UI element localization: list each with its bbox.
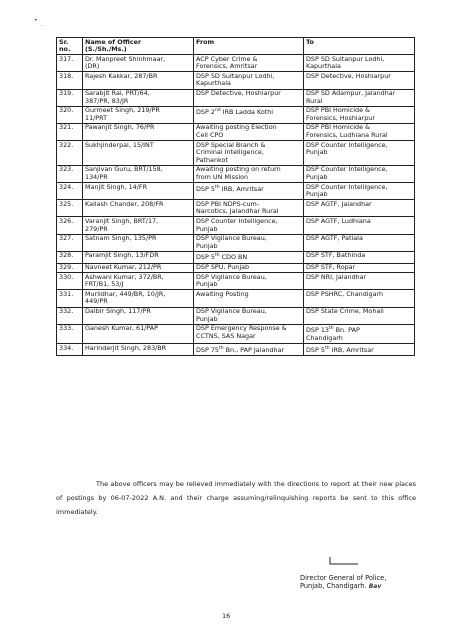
cell-line-rest: Bn., PAP Jalandhar bbox=[223, 345, 285, 354]
cell-line: DSP Special Branch & bbox=[196, 140, 266, 149]
table-row bbox=[57, 183, 415, 200]
cell-line: DSP 5 bbox=[196, 253, 215, 262]
cell-line: Sanjivan Guru, BRT/158, bbox=[85, 165, 163, 174]
cell-line: 449/PR bbox=[85, 297, 108, 306]
officer-name-cell bbox=[83, 106, 194, 123]
cell-line: Punjab bbox=[306, 148, 328, 157]
table-row bbox=[57, 263, 415, 273]
table-row bbox=[57, 290, 415, 307]
cell-line-rest: IRB, Amritsar bbox=[329, 345, 374, 354]
cell-line: Manjit Singh, 14/FR bbox=[85, 182, 148, 191]
cell-line: Punjab bbox=[306, 173, 328, 181]
to-posting-cell bbox=[304, 290, 415, 307]
cell-line: DSP Counter Intelligence, bbox=[306, 182, 388, 191]
cell-line: DSP 2 bbox=[196, 108, 215, 117]
scan-speck: · bbox=[41, 23, 43, 30]
header-officer-name: Name of Officer (S./Sh./Ms.) bbox=[83, 38, 194, 55]
ordinal-suffix: th bbox=[329, 326, 334, 332]
table-row bbox=[57, 141, 415, 166]
cell-line: Forensics, Ludhiana Rural bbox=[306, 131, 388, 140]
sr-no-cell: 326. bbox=[57, 217, 83, 234]
to-posting-cell bbox=[304, 324, 415, 343]
to-posting-cell bbox=[304, 344, 415, 356]
from-posting-cell bbox=[194, 324, 304, 343]
cell-line: DSP PSHRC, Chandigarh bbox=[306, 289, 384, 298]
cell-line: (DR) bbox=[85, 62, 100, 71]
cell-line: DSP 75 bbox=[196, 345, 219, 354]
cell-line: DSP SD Sultanpur Lodhi, bbox=[306, 54, 385, 63]
from-posting-cell bbox=[194, 251, 304, 263]
officer-name-cell bbox=[83, 55, 194, 72]
cell-line: Rural bbox=[306, 96, 323, 105]
to-posting-cell bbox=[304, 251, 415, 263]
from-posting-cell bbox=[194, 89, 304, 106]
cell-line: Satnam Singh, 135/PR bbox=[85, 234, 157, 243]
from-posting-cell bbox=[194, 106, 304, 123]
sr-no-cell: 321. bbox=[57, 123, 83, 140]
cell-line-rest: CDO BN bbox=[219, 253, 248, 262]
cell-line: DSP 5 bbox=[306, 345, 325, 354]
cell-line: DSP STF, Ropar bbox=[306, 263, 356, 272]
to-posting-cell bbox=[304, 89, 415, 106]
from-posting-cell bbox=[194, 344, 304, 356]
from-posting-cell bbox=[194, 183, 304, 200]
cell-line: DSP STF, Bathinda bbox=[306, 251, 366, 260]
sr-no-cell: 323. bbox=[57, 165, 83, 182]
cell-line: DSP PBI Homicide & bbox=[306, 123, 371, 132]
sr-no-cell: 329. bbox=[57, 263, 83, 273]
cell-line: from UN Mission bbox=[196, 173, 249, 181]
from-posting-cell bbox=[194, 141, 304, 166]
to-posting-cell bbox=[304, 217, 415, 234]
table-row bbox=[57, 251, 415, 263]
to-posting-cell bbox=[304, 72, 415, 89]
from-posting-cell bbox=[194, 55, 304, 72]
cell-line: Awaiting posting on return bbox=[196, 165, 281, 174]
cell-line: 11/PRT bbox=[85, 113, 108, 122]
to-posting-cell bbox=[304, 165, 415, 182]
officer-name-cell bbox=[83, 89, 194, 106]
cell-line: DSP AGTF, Patiala bbox=[306, 234, 363, 243]
sr-no-cell: 330. bbox=[57, 273, 83, 290]
sr-no-cell: 320. bbox=[57, 106, 83, 123]
cell-line: Harinderjit Singh, 283/BR bbox=[85, 343, 167, 352]
officer-name-cell bbox=[83, 72, 194, 89]
cell-line-rest: IRB Ladda Kothi bbox=[220, 108, 274, 117]
cell-line: CCTNS, SAS Nagar bbox=[196, 331, 256, 340]
cell-line: 279/PR bbox=[85, 224, 108, 233]
ordinal-suffix: th bbox=[214, 253, 220, 259]
sr-no-cell: 333. bbox=[57, 324, 83, 343]
cell-line: DSP Vigilance Bureau, bbox=[196, 272, 267, 281]
from-posting-cell bbox=[194, 263, 304, 273]
cell-line: Navneet Kumar, 212/PR bbox=[85, 263, 162, 272]
officer-name-cell bbox=[83, 307, 194, 324]
from-posting-cell bbox=[194, 165, 304, 182]
sr-no-cell: 318. bbox=[57, 72, 83, 89]
from-posting-cell bbox=[194, 234, 304, 251]
cell-line: ACP Cyber Crime & bbox=[196, 54, 258, 63]
sr-no-cell: 319. bbox=[57, 89, 83, 106]
sr-no-cell: 331. bbox=[57, 290, 83, 307]
cell-line: Punjab bbox=[196, 224, 218, 233]
table-row bbox=[57, 106, 415, 123]
cell-line: Pathankot bbox=[196, 155, 228, 164]
header-sr-no: Sr. no. bbox=[57, 38, 83, 55]
cell-line: Punjab bbox=[306, 190, 328, 199]
cell-line: 134/PR bbox=[85, 173, 108, 181]
table-row bbox=[57, 165, 415, 182]
ordinal-suffix: th bbox=[324, 345, 330, 351]
officer-name-cell bbox=[83, 251, 194, 263]
cell-line: DSP PBI NDPS-cum- bbox=[196, 199, 260, 208]
cell-line: DSP PBI Homicide & bbox=[306, 106, 371, 115]
officer-name-cell bbox=[83, 234, 194, 251]
sr-no-cell: 324. bbox=[57, 183, 83, 200]
to-posting-cell bbox=[304, 200, 415, 217]
cell-line: FRT/B1, 53/J bbox=[85, 280, 124, 289]
table-row bbox=[57, 344, 415, 356]
officer-name-cell bbox=[83, 183, 194, 200]
cell-line: Kapurthala bbox=[196, 79, 231, 88]
cell-line: Forensics, Amritsar bbox=[196, 62, 258, 71]
from-posting-cell bbox=[194, 273, 304, 290]
from-posting-cell bbox=[194, 290, 304, 307]
table-row bbox=[57, 273, 415, 290]
cell-line: Kailash Chander, 208/FR bbox=[85, 199, 164, 208]
cell-line: DSP Counter Intelligence, bbox=[306, 140, 388, 149]
cell-line: Kapurthala bbox=[306, 62, 341, 71]
postings-table bbox=[56, 37, 415, 356]
table-header-row bbox=[57, 38, 415, 55]
officer-name-cell bbox=[83, 273, 194, 290]
page-number: 16 bbox=[222, 612, 231, 620]
signatory-block bbox=[300, 574, 420, 591]
cell-line-rest: Bn. PAP bbox=[333, 326, 360, 335]
ordinal-suffix: nd bbox=[214, 108, 221, 114]
cell-line: DSP SD Sultanpur Lodhi, bbox=[196, 71, 275, 80]
officer-name-cell bbox=[83, 344, 194, 356]
table-row bbox=[57, 200, 415, 217]
signatory-designation: Director General of Police, bbox=[300, 574, 387, 582]
cell-line: Punjab bbox=[196, 280, 218, 289]
cell-line: Narcotics, Jalandhar Rural bbox=[196, 207, 279, 216]
cell-line: DSP AGTF, Ludhiana bbox=[306, 216, 371, 225]
cell-line: Sarabjit Rai, PRT/64, bbox=[85, 89, 150, 98]
from-posting-cell bbox=[194, 307, 304, 324]
relieving-instruction bbox=[56, 477, 416, 519]
cell-line: Awaiting posting Election bbox=[196, 123, 277, 132]
sr-no-cell: 328. bbox=[57, 251, 83, 263]
to-posting-cell bbox=[304, 55, 415, 72]
to-posting-cell bbox=[304, 183, 415, 200]
cell-line: Sukhjinderpal, 15/INT bbox=[85, 140, 154, 149]
to-posting-cell bbox=[304, 273, 415, 290]
to-posting-cell bbox=[304, 123, 415, 140]
officer-name-cell bbox=[83, 217, 194, 234]
cell-line: Ganesh Kumar, 61/PAP bbox=[85, 324, 158, 333]
table-row bbox=[57, 123, 415, 140]
table-row bbox=[57, 324, 415, 343]
to-posting-cell bbox=[304, 234, 415, 251]
officer-name-cell bbox=[83, 141, 194, 166]
table-row bbox=[57, 72, 415, 89]
to-posting-cell bbox=[304, 263, 415, 273]
cell-line: Cell CPO bbox=[196, 131, 224, 140]
table-row bbox=[57, 89, 415, 106]
from-posting-cell bbox=[194, 217, 304, 234]
cell-line: Gurmeet Singh, 219/PR bbox=[85, 106, 160, 115]
cell-line: DSP Detective, Hoshiarpur bbox=[306, 71, 391, 80]
table-row bbox=[57, 234, 415, 251]
officer-name-cell bbox=[83, 123, 194, 140]
table-row bbox=[57, 55, 415, 72]
sr-no-cell: 327. bbox=[57, 234, 83, 251]
signature-mark bbox=[329, 556, 359, 566]
cell-line: Dr. Manpreet Shinhmaar, bbox=[85, 54, 166, 63]
cell-line: Awaiting Posting bbox=[196, 289, 249, 298]
cell-line: Murlidhar, 449/BR, 10/JR, bbox=[85, 289, 166, 298]
cell-line: Rajesh Kakkar, 287/BR bbox=[85, 71, 158, 80]
cell-line: DSP AGTF, Jalandhar bbox=[306, 199, 372, 208]
cell-line: DSP Counter Intelligence, bbox=[306, 165, 388, 174]
from-posting-cell bbox=[194, 123, 304, 140]
sr-no-cell: 325. bbox=[57, 200, 83, 217]
cell-line: DSP State Crime, Mohali bbox=[306, 307, 384, 316]
cell-line: Punjab bbox=[196, 314, 218, 323]
officer-name-cell bbox=[83, 263, 194, 273]
officer-name-cell bbox=[83, 324, 194, 343]
sr-no-cell: 317. bbox=[57, 55, 83, 72]
cell-line: DSP Counter Intelligence, bbox=[196, 216, 278, 225]
cell-line: Paramjit Singh, 13/FDR bbox=[85, 251, 159, 260]
sr-no-cell: 334. bbox=[57, 344, 83, 356]
scan-speck: • bbox=[34, 17, 38, 24]
cell-line-rest: IRB, Amritsar bbox=[219, 184, 264, 193]
cell-line: DSP Vigilance Bureau, bbox=[196, 307, 267, 316]
header-to: To bbox=[304, 38, 415, 55]
cell-line: DSP Vigilance Bureau, bbox=[196, 234, 267, 243]
cell-line: Varanjit Singh, BRT/17, bbox=[85, 216, 159, 225]
handwritten-initials: Bav bbox=[368, 583, 382, 590]
table-row bbox=[57, 307, 415, 324]
ordinal-suffix: th bbox=[214, 184, 220, 190]
header-from: From bbox=[194, 38, 304, 55]
to-posting-cell bbox=[304, 106, 415, 123]
to-posting-cell bbox=[304, 141, 415, 166]
sr-no-cell: 322. bbox=[57, 141, 83, 166]
from-posting-cell bbox=[194, 72, 304, 89]
cell-line: Ashwani Kumar, 372/BR, bbox=[85, 272, 164, 281]
cell-line: DSP SD Adampur, Jalandhar bbox=[306, 89, 396, 98]
cell-line: Dalbir Singh, 117/PR bbox=[85, 307, 151, 316]
officer-name-cell bbox=[83, 165, 194, 182]
cell-line: DSP 13 bbox=[306, 326, 329, 335]
sr-no-cell: 332. bbox=[57, 307, 83, 324]
cell-line: Punjab bbox=[196, 241, 218, 250]
cell-line: DSP NRI, Jalandhar bbox=[306, 272, 367, 281]
relieving-instruction-text: The above officers may be relieved immediately with the directions to report at their new places of postings by 06-07-2022 A.N. and their charge assuming/relinquishing reports be sent to this office immediately. bbox=[56, 479, 416, 516]
officer-name-cell bbox=[83, 290, 194, 307]
to-posting-cell bbox=[304, 307, 415, 324]
table-row bbox=[57, 217, 415, 234]
cell-line: Pawanjit Singh, 76/PR bbox=[85, 123, 155, 132]
cell-line: DSP Detective, Hoshiarpur bbox=[196, 89, 281, 98]
cell-line: DSP Emergency Response & bbox=[196, 324, 287, 333]
cell-line: Chandigarh bbox=[306, 333, 343, 342]
cell-line: DSP SPU, Punjab bbox=[196, 263, 250, 272]
from-posting-cell bbox=[194, 200, 304, 217]
signatory-location: Punjab, Chandigarh. Bav bbox=[300, 582, 382, 590]
officer-name-cell bbox=[83, 200, 194, 217]
cell-line: Forensics, Hoshiarpur bbox=[306, 113, 375, 122]
cell-line: DSP 5 bbox=[196, 184, 215, 193]
ordinal-suffix: th bbox=[219, 345, 224, 351]
cell-line: 387/PR, 83/JR bbox=[85, 96, 129, 105]
cell-line: Criminal Intelligence, bbox=[196, 148, 264, 157]
